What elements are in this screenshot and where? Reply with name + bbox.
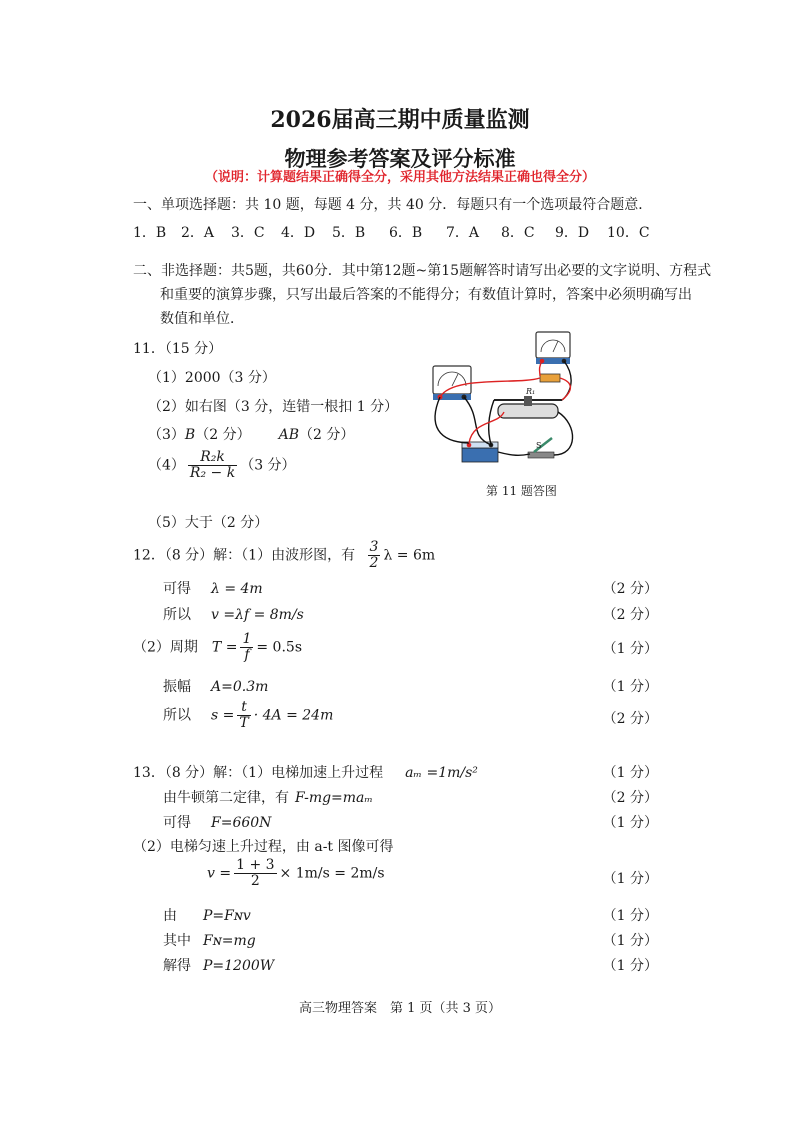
rheostat-icon [494,387,562,418]
q13-line7-points: （1 分） [602,958,658,974]
q12-line5-points: （2 分） [602,711,658,727]
q11-answer-4: （4） $\frac{\text{R₂k}}{\text{R₂ − k}}$ （3 分） [148,449,296,481]
q12-line4: 振幅 A=0.3m [163,679,269,695]
page-footer: 高三物理答案 第 1 页（共 3 页） [298,1001,502,1016]
section2-heading-line3: 数值和单位． [160,311,244,327]
q13-line1: 由牛顿第二定律，有 F-mg=maₘ [163,790,373,806]
q12-line1-points: （2 分） [602,581,658,597]
answer-1: 1．B [133,225,167,241]
answer-10: 10．C [607,225,650,241]
battery-icon [462,442,498,462]
voltmeter-icon [536,332,570,364]
q13-line3: （2）电梯匀速上升过程，由 a-t 图像可得 [133,839,394,855]
q12-line2: 所以 v =λf = 8m/s [163,607,304,623]
q13-line0-points: （1 分） [602,765,658,781]
q12-line4-points: （1 分） [602,679,658,695]
section2-heading-line1: 二、非选择题：共5题，共60分．其中第12题~第15题解答时请写出必要的文字说明、方程式 [133,263,712,279]
q11-answer-3: （3）B（2 分） AB（2 分） [148,427,355,443]
answer-8: 8．C [501,225,535,241]
svg-text:S: S [536,441,542,450]
q12-label-line: 12．（8 分）解：（1）由波形图，有 $\frac{3}{2}$ λ = 6m [133,539,436,571]
answer-3: 3．C [231,225,265,241]
grading-note: （说明：计算题结果正确得全分，采用其他方法结果正确也得全分） [204,170,595,185]
q11-answer-1: （1）2000（3 分） [148,370,276,386]
figure-caption: 第 11 题答图 [486,484,557,498]
answer-6: 6．B [389,225,423,241]
q13-line4-points: （1 分） [602,871,658,887]
q12-line1: 可得 λ = 4m [163,581,263,597]
page-title: 2026届高三期中质量监测 [270,107,530,133]
q12-line3: （2）周期 T = $\frac{1}{f}$ = 0.5s [133,631,303,663]
q11-label: 11．（15 分） [133,341,223,357]
q13-line6: 其中 Fɴ=mg [163,933,256,949]
q13-line2-points: （1 分） [602,815,658,831]
q12-line3-points: （1 分） [602,641,658,657]
q13-line5: 由 P=Fɴv [163,908,251,924]
circuit-diagram [428,330,598,470]
q13-line4: v = $\frac{1 + 3}{2}$ × 1m/s = 2m/s [207,857,385,889]
q13-label-line: 13．（8 分）解：（1）电梯加速上升过程 aₘ =1m/s² [133,765,478,781]
answer-5: 5．B [332,225,366,241]
q13-line7: 解得 P=1200W [163,958,275,974]
q11-answer-5: （5）大于（2 分） [148,515,269,531]
ammeter-icon [433,366,471,400]
page-subtitle: 物理参考答案及评分标准 [284,146,516,171]
resistor-icon [540,374,560,382]
q12-line2-points: （2 分） [602,607,658,623]
switch-icon [528,438,554,458]
q13-line6-points: （1 分） [602,933,658,949]
answer-7: 7．A [446,225,480,241]
svg-text:R₁: R₁ [526,387,536,396]
q13-line2: 可得 F=660N [163,815,272,831]
answer-9: 9．D [555,225,590,241]
section1-heading: 一、单项选择题：共 10 题，每题 4 分，共 40 分．每题只有一个选项最符合题意． [133,197,653,213]
answer-2: 2．A [181,225,215,241]
q11-answer-2: （2）如右图（3 分，连错一根扣 1 分） [148,399,399,415]
q12-line5: 所以 s = $\frac{t}{T}$ · 4A = 24m [163,699,334,731]
section2-heading-line2: 和重要的演算步骤，只写出最后答案的不能得分；有数值计算时，答案中必须明确写出 [160,287,692,303]
answer-4: 4．D [281,225,316,241]
q13-line5-points: （1 分） [602,908,658,924]
q13-line1-points: （2 分） [602,790,658,806]
